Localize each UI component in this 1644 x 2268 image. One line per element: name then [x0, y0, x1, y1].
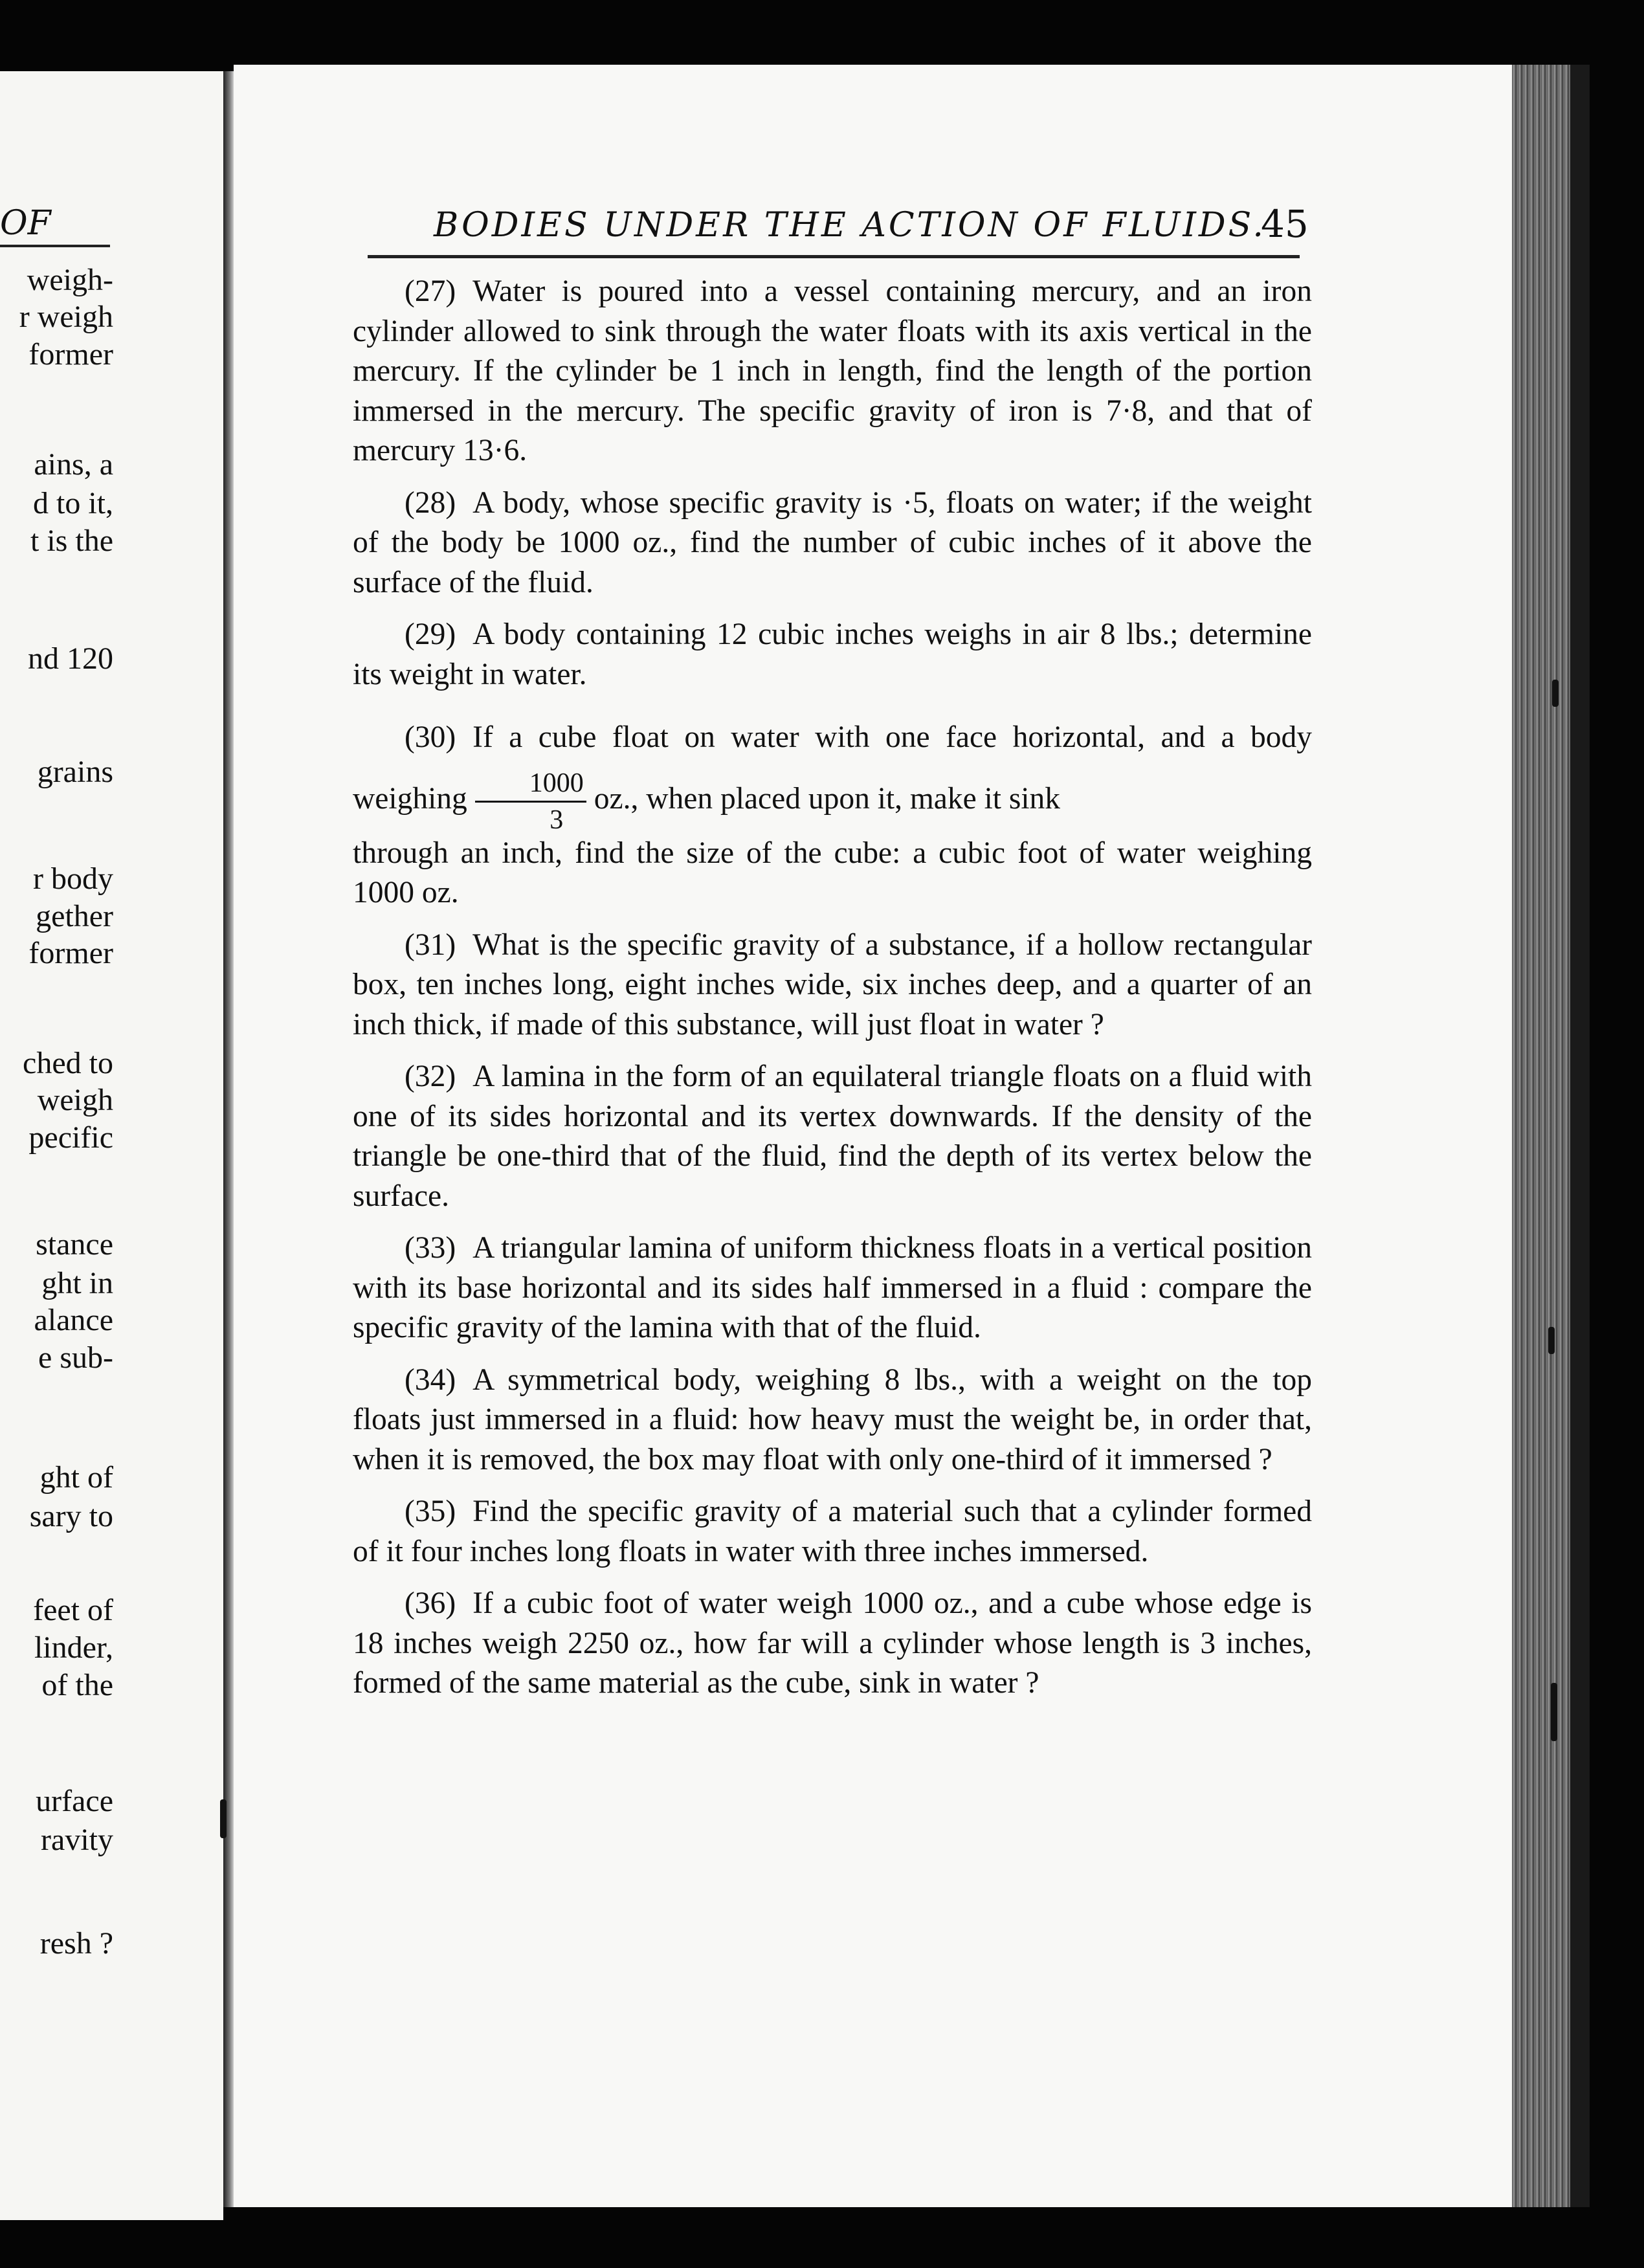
problem-number: (30)	[405, 720, 456, 754]
problem-text: A symmetrical body, weighing 8 lbs., with a weight on the top floats just immersed in a fluid: how heavy must the weight be, in order that, when it is removed, the box may float with only one-third of it immersed ?	[353, 1362, 1312, 1476]
left-page-text-fragment: r body	[33, 862, 113, 896]
problem-text: A body, whose specific gravity is ·5, floats on water; if the weight of the body be 1000 oz., find the number of cubic inches of it above the surface of the fluid.	[353, 485, 1312, 599]
left-page-text-fragment: urface	[36, 1784, 113, 1818]
problem-list	[353, 272, 1312, 1716]
binding-mark	[1551, 1683, 1557, 1741]
problem-text-before: If a cube float on water with one face horizontal, and a body weighing	[353, 720, 1312, 816]
problem-text: If a cubic foot of water weigh 1000 oz., and a cube whose edge is 18 inches weigh 2250 oz., how far will a cylinder whose length is 3 inches, formed of the same material as the cube, sink in water ?	[353, 1586, 1312, 1700]
left-page-text-fragment: former	[28, 936, 113, 970]
left-page-text-fragment: pecific	[28, 1120, 113, 1155]
problem-36	[353, 1584, 1312, 1704]
left-page-text-fragment: feet of	[33, 1593, 113, 1627]
left-page-text-fragment: weigh	[37, 1083, 113, 1117]
problem-text: Find the specific gravity of a material such that a cylinder formed of it four inches long floats in water with three inches immersed.	[353, 1495, 1312, 1568]
problem-number: (29)	[405, 617, 456, 651]
fraction	[475, 770, 586, 834]
problem-text-rest: through an inch, find the size of the cube: a cubic foot of water weighing 1000 oz.	[353, 836, 1312, 910]
left-page-text-fragment: d to it,	[32, 486, 113, 520]
left-page-text-fragment: ght of	[39, 1460, 113, 1495]
problem-number: (27)	[405, 274, 456, 308]
left-page-text-fragment: stance	[36, 1227, 113, 1262]
book-cover-edge	[1570, 65, 1590, 2207]
left-page-text-fragment: alance	[34, 1303, 113, 1337]
problem-number: (34)	[405, 1362, 456, 1397]
book-gutter	[223, 71, 234, 2207]
left-page-text-fragment: sary to	[29, 1499, 113, 1533]
left-page-text-fragment: r weigh	[19, 300, 113, 334]
left-page-text-fragment: ravity	[41, 1823, 113, 1857]
left-facing-page	[0, 71, 223, 2220]
problem-number: (36)	[405, 1586, 456, 1621]
left-page-text-fragment: t is the	[30, 524, 113, 558]
head-rule	[368, 255, 1300, 258]
problem-34	[353, 1361, 1312, 1480]
problem-text: Water is poured into a vessel containing mercury, and an iron cylinder allowed to sink through the water floats with its axis vertical in the mercury. If the cylinder be 1 inch in length, find the length of the portion immersed in the mercury. The specific gravity of iron is 7·8, and that of mercury 13·6.	[353, 274, 1312, 467]
left-page-text-fragment: ched to	[23, 1046, 113, 1080]
binding-mark	[1548, 1327, 1555, 1354]
left-page-text-fragment: former	[28, 337, 113, 372]
left-page-text-fragment: gether	[36, 899, 113, 933]
running-head	[434, 202, 1309, 258]
left-page-text-fragment: e sub-	[38, 1340, 113, 1375]
problem-31	[353, 926, 1312, 1045]
page-number: 45	[1261, 202, 1309, 246]
left-page-text-fragment: nd 120	[28, 641, 113, 676]
problem-28	[353, 484, 1312, 603]
problem-text-after: oz., when placed upon it, make it sink	[594, 782, 1061, 816]
left-running-head-fragment: OF	[0, 204, 51, 243]
problem-27	[353, 272, 1312, 471]
problem-text: A lamina in the form of an equilateral triangle floats on a fluid with one of its sides horizontal and its vertex downwards. If the density of the triangle be one-third that of the fluid, find the depth of its vertex below the surface.	[353, 1060, 1312, 1213]
problem-number: (33)	[405, 1231, 456, 1265]
left-page-text-fragment: linder,	[34, 1630, 113, 1665]
problem-30	[353, 707, 1312, 913]
problem-32	[353, 1057, 1312, 1216]
problem-29	[353, 615, 1312, 695]
problem-number: (35)	[405, 1495, 456, 1529]
fraction-numerator: 1000	[475, 770, 586, 803]
left-page-text-fragment: grains	[37, 755, 113, 789]
left-page-text-fragment: weigh-	[27, 263, 113, 297]
left-page-text-fragment: ght in	[41, 1266, 113, 1300]
problem-number: (31)	[405, 928, 456, 962]
left-page-text-fragment: ains, a	[34, 447, 113, 482]
problem-text: What is the specific gravity of a substance, if a hollow rectangular box, ten inches long, eight inches wide, six inches deep, and a quarter of an inch thick, if made of this substance, will just float in water ?	[353, 928, 1312, 1041]
binding-mark	[220, 1799, 227, 1838]
fraction-denominator: 3	[550, 805, 564, 835]
problem-number: (32)	[405, 1060, 456, 1094]
problem-35	[353, 1492, 1312, 1572]
problem-number: (28)	[405, 485, 456, 520]
binding-mark	[1552, 680, 1559, 707]
problem-text: A triangular lamina of uniform thickness floats in a vertical position with its base horizontal and its sides half immersed in a fluid : compare the specific gravity of the lamina with that of the fluid.	[353, 1231, 1312, 1345]
problem-33	[353, 1228, 1312, 1348]
left-page-text-fragment: resh ?	[39, 1926, 113, 1961]
running-title: BODIES UNDER THE ACTION OF FLUIDS.	[434, 206, 1266, 245]
problem-text: A body containing 12 cubic inches weighs in air 8 lbs.; determine its weight in water.	[353, 617, 1312, 691]
page-block-edge	[1512, 65, 1570, 2207]
left-page-text-fragment: of the	[41, 1668, 113, 1702]
left-head-rule	[0, 245, 110, 247]
